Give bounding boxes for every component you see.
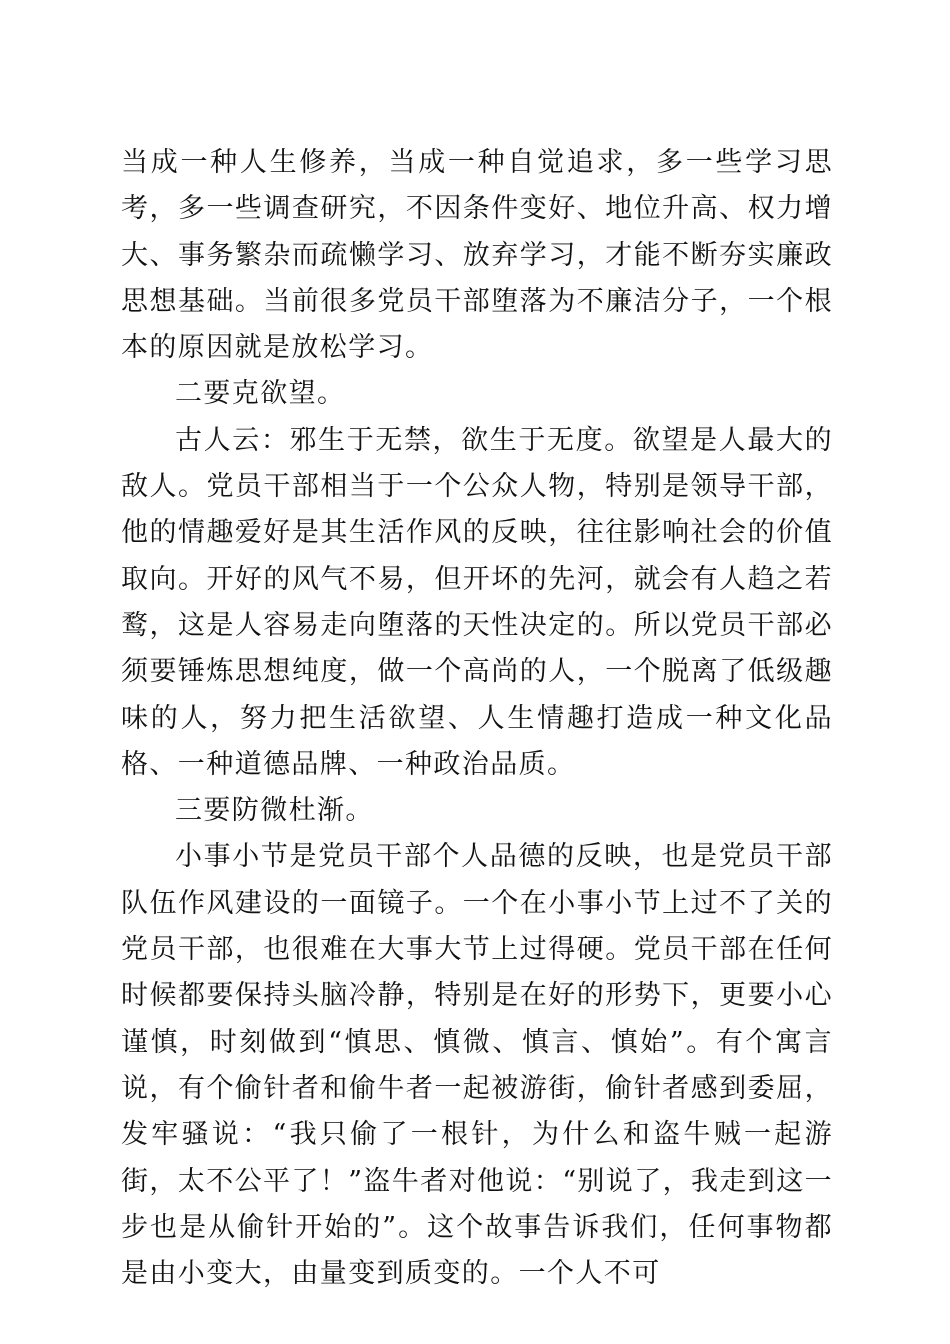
paragraph-nip-in-bud: 小事小节是党员干部个人品德的反映，也是党员干部队伍作风建设的一面镜子。一个在小事小节上过不了关的党员干部，也很难在大事大节上过得硬。党员干部在任何时候都要保持头脑冷静，特别是在好的形势下，更要小心谨慎，时刻做到“慎思、慎微、慎言、慎始”。有个寓言说，有个偷针者和偷牛者一起被游街，偷针者感到委屈，发牢骚说：“我只偷了一根针，为什么和盗牛贼一起游街，太不公平了！”盗牛者对他说：“别说了，我走到这一步也是从偷针开始的”。这个故事告诉我们，任何事物都是由小变大，由量变到质变的。一个人不可: [121, 841, 834, 1290]
paragraph-study-continuation: 当成一种人生修养，当成一种自觉追求，多一些学习思考，多一些调查研究，不因条件变好、地位升高、权力增大、事务繁杂而疏懒学习、放弃学习，才能不断夯实廉政思想基础。当前很多党员干部堕落为不廉洁分子，一个根本的原因就是放松学习。: [121, 147, 833, 364]
heading-nip-in-bud: 三要防微杜渐。: [175, 795, 374, 827]
paragraph-curb-desire: 古人云：邪生于无禁，欲生于无度。欲望是人最大的敌人。党员干部相当于一个公众人物，特别是领导干部，他的情趣爱好是其生活作风的反映，往往影响社会的价值取向。开好的风气不易，但开坏的先河，就会有人趋之若鹜，这是人容易走向堕落的天性决定的。所以党员干部必须要锤炼思想纯度，做一个高尚的人，一个脱离了低级趣味的人，努力把生活欲望、人生情趣打造成一种文化品格、一种道德品牌、一种政治品质。: [121, 424, 833, 780]
document-body: [121, 140, 833, 1297]
heading-curb-desire: 二要克欲望。: [175, 378, 346, 410]
